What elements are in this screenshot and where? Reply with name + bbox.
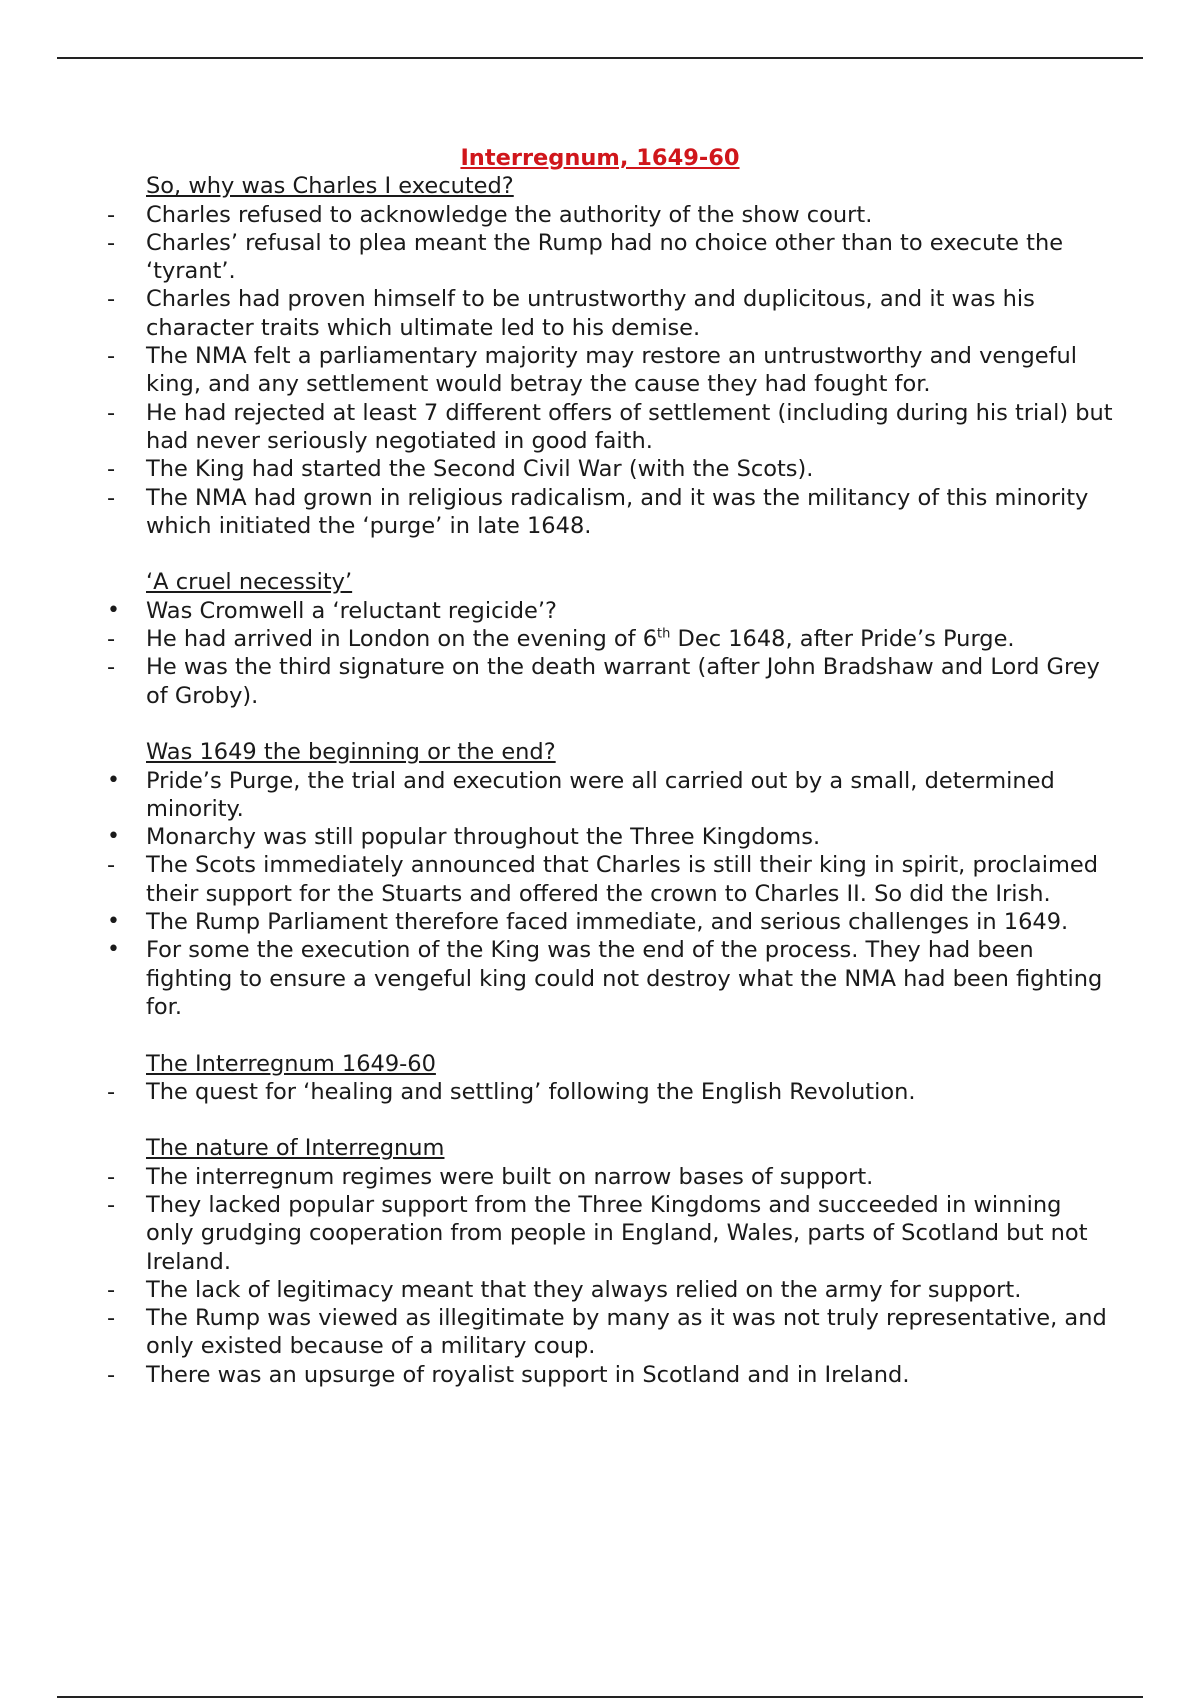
dash-marker: -: [107, 1078, 116, 1105]
section-heading: The Interregnum 1649-60: [146, 1050, 436, 1077]
list-item-text: The King had started the Second Civil War (with the Scots).: [146, 456, 814, 483]
bottom-rule: [57, 1696, 1143, 1698]
section-spacer: [104, 1106, 1114, 1134]
top-rule: [57, 57, 1143, 59]
bullet-marker: •: [107, 767, 120, 793]
document-body: [104, 144, 1114, 1389]
list-item: [104, 455, 1114, 483]
list-item: [104, 1304, 1114, 1361]
sections-container: [104, 172, 1114, 1389]
section: [104, 1050, 1114, 1107]
list-item-text-part: Dec 1648, after Pride’s Purge.: [670, 626, 1015, 653]
section-spacer: [104, 710, 1114, 738]
dash-marker: -: [107, 343, 116, 370]
list-item: [104, 908, 1114, 936]
section: [104, 172, 1114, 540]
list-item-text: The NMA felt a parliamentary majority may restore an untrustworthy and vengeful king, and any settlement would betray the cause they had fought for.: [146, 343, 1078, 398]
section-heading: So, why was Charles I executed?: [146, 173, 514, 200]
list-item-text: The interregnum regimes were built on narrow bases of support.: [146, 1163, 874, 1190]
list-item: [104, 597, 1114, 625]
section-spacer: [104, 540, 1114, 568]
section: [104, 1134, 1114, 1389]
list-item-text: The Rump Parliament therefore faced immediate, and serious challenges in 1649.: [146, 909, 1069, 936]
list-item: [104, 1361, 1114, 1389]
dash-marker: -: [107, 852, 116, 879]
page-title: Interregnum, 1649-60: [460, 145, 740, 171]
list-item: [104, 767, 1114, 824]
list-item-text: Charles had proven himself to be untrustworthy and duplicitous, and it was his character traits which ultimate led to his demise.: [146, 286, 1035, 341]
list-item: [104, 653, 1114, 710]
list-item-text-part: He had arrived in London on the evening of 6: [146, 626, 658, 653]
list-item: [104, 823, 1114, 851]
bullet-marker: •: [107, 909, 120, 935]
list-item-text: They lacked popular support from the Three Kingdoms and succeeded in winning only grudging cooperation from people in England, Wales, parts of Scotland but not Ireland.: [146, 1191, 1088, 1275]
list-item: [104, 201, 1114, 229]
dash-marker: -: [107, 1163, 116, 1190]
list-item-text: There was an upsurge of royalist support in Scotland and in Ireland.: [146, 1361, 910, 1388]
dash-marker: -: [107, 654, 116, 681]
list-item: [104, 851, 1114, 908]
dash-marker: -: [107, 1276, 116, 1303]
list-item-text: The lack of legitimacy meant that they always relied on the army for support.: [146, 1276, 1022, 1303]
list-item-text: He was the third signature on the death warrant (after John Bradshaw and Lord Grey of Groby).: [146, 654, 1100, 709]
ordinal-suffix: th: [657, 626, 671, 642]
list-item: [104, 1078, 1114, 1106]
list-item-text: The quest for ‘healing and settling’ following the English Revolution.: [146, 1078, 916, 1105]
bullet-marker: •: [107, 824, 120, 850]
list-item-text: Charles’ refusal to plea meant the Rump had no choice other than to execute the ‘tyrant’.: [146, 229, 1064, 285]
list-item-text: Monarchy was still popular throughout the Three Kingdoms.: [146, 824, 821, 851]
list-item: [104, 936, 1114, 1021]
list-item-text: Charles refused to acknowledge the authority of the show court.: [146, 201, 873, 228]
list-item-text: The Rump was viewed as illegitimate by many as it was not truly representative, and only existed because of a military coup.: [146, 1305, 1107, 1360]
dash-marker: -: [107, 1191, 116, 1218]
bullet-marker: •: [107, 597, 120, 623]
dash-marker: -: [107, 229, 116, 256]
list-item: [104, 285, 1114, 342]
list-item: [104, 229, 1114, 286]
list-item-text: For some the execution of the King was the end of the process. They had been fighting to ensure a vengeful king could not destroy what the NMA had been fighting for.: [146, 937, 1103, 1020]
dash-marker: -: [107, 399, 116, 426]
list-item-text: The NMA had grown in religious radicalism, and it was the militancy of this minority which initiated the ‘purge’ in late 1648.: [146, 484, 1089, 539]
section-heading: Was 1649 the beginning or the end?: [146, 739, 556, 766]
dash-marker: -: [107, 1305, 116, 1332]
list-item: [104, 1163, 1114, 1191]
section: [104, 568, 1114, 709]
dash-marker: -: [107, 286, 116, 313]
list-item-text: Pride’s Purge, the trial and execution were all carried out by a small, determined minority.: [146, 767, 1055, 822]
list-item-text: The Scots immediately announced that Charles is still their king in spirit, proclaimed their support for the Stuarts and offered the crown to Charles II. So did the Irish.: [146, 852, 1098, 907]
section-spacer: [104, 1021, 1114, 1049]
list-item: [104, 399, 1114, 456]
bullet-marker: •: [107, 937, 120, 963]
dash-marker: -: [107, 1361, 116, 1388]
list-item: [104, 484, 1114, 541]
dash-marker: -: [107, 626, 116, 653]
list-item: [104, 1191, 1114, 1276]
section: [104, 738, 1114, 1021]
list-item: [104, 1276, 1114, 1304]
list-item-text: [146, 626, 1015, 652]
list-item-text: He had rejected at least 7 different offers of settlement (including during his trial) but had never seriously negotiated in good faith.: [146, 399, 1113, 454]
dash-marker: -: [107, 456, 116, 483]
list-item: [104, 342, 1114, 399]
section-heading: The nature of Interregnum: [146, 1135, 445, 1162]
list-item: [104, 625, 1114, 653]
dash-marker: -: [107, 484, 116, 511]
dash-marker: -: [107, 201, 116, 228]
list-item-text: Was Cromwell a ‘reluctant regicide’?: [146, 597, 557, 624]
section-heading: ‘A cruel necessity’: [146, 569, 353, 596]
